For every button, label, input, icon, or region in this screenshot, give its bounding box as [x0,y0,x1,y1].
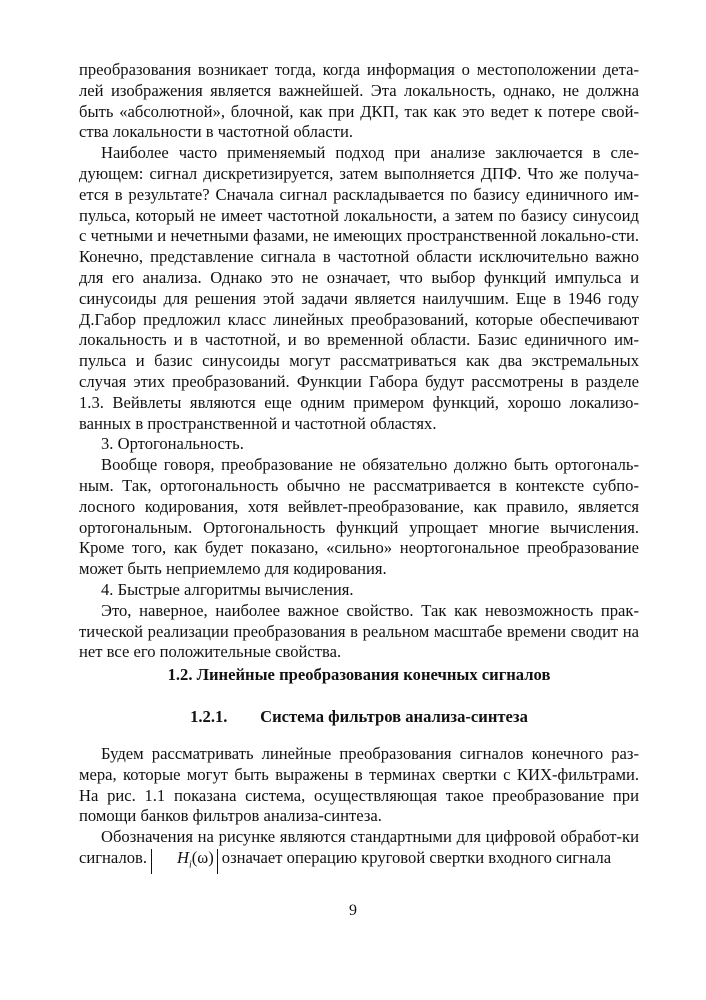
list-item-fast-algorithms: 4. Быстрые алгоритмы вычисления. [101,579,354,599]
formula-argument: (ω) [191,847,214,867]
formula-subscript: i [189,859,192,871]
paragraph-2: Наиболее часто применяемый подход при анализе заключается в сле-дующем: сигнал дискретизируется, затем выполняется ДПФ. Что же получа-ется в результате? Сначала сигнал раскладывается по базису единичного им-пульса, который не имеет частотной локальности, а затем по базису синусоид с четными и нечетными фазами, не имеющих пространственной локально-сти. Конечно, представление сигнала в частотной области исключительно важно для его анализа. Однако это не означает, что выбор функций импульса и синусоиды для решения этой задачи является наилучшим. Еще в 1946 году Д.Габор предложил класс линейных преобразований, которые обеспечивают локальность и в частотной, и во временной области. Базис единичного им-пульса и базис синусоиды могут рассматриваться как два экстремальных случая этих преобразований. Функции Габора будут рассмотрены в разделе 1.3. Вейвлеты являются еще одним примером функций, хорошо локализо-ванных в пространственной и частотной областях. [79,143,639,433]
page-number: 9 [349,902,357,919]
subsection-number: 1.2.1. [190,707,228,726]
list-item-orthogonality: 3. Ортогональность. [101,434,244,454]
paragraph-3: Вообще говоря, преобразование не обязательно должно быть ортогональ-ным. Так, ортогональность обычно не рассматривается в контексте субпо-лосного кодирования, хотя вейвлет-преобразование, как правило, является ортогональным. Ортогональность функций упрощает многие вычисления. Кроме того, как будет показано, «сильно» неортогональное преобразование может быть неприемлемо для кодирования. [79,455,639,579]
paragraph-6-start: Обозначения на рисунке являются стандартными для цифровой обработ-ки сигналов. [79,827,639,867]
filter-response-formula [151,849,218,874]
formula-main: H [177,847,189,867]
paragraph-5: Будем рассматривать линейные преобразования сигналов конечного раз-мера, которые могут быть выражены в терминах свертки с КИХ-фильтрами. На рис. 1.1 показана система, осуществляющая такое преобразование при помощи банков фильтров анализа-синтеза. [79,744,639,826]
paragraph-6 [79,827,639,874]
paragraph-6-end: означает операцию круговой свертки входного сигнала [221,847,612,867]
paragraph-1: преобразования возникает тогда, когда информация о местоположении дета-лей изображения является важнейшей. Эта локальность, однако, не должна быть «абсолютной», блочной, как при ДКП, так как это ведет к потере свой-ства локальности в частотной области. [79,60,639,142]
subsection-heading [79,707,639,727]
page-body-bottom [79,744,639,874]
paragraph-4: Это, наверное, наиболее важное свойство. Так как невозможность прак-тической реализации преобразования в реальном масштабе времени сводит на нет все его положительные свойства. [79,600,639,662]
subsection-title: Система фильтров анализа-синтеза [260,707,528,726]
page-body-top [79,60,639,663]
section-heading: 1.2. Линейные преобразования конечных сигналов [167,665,551,684]
